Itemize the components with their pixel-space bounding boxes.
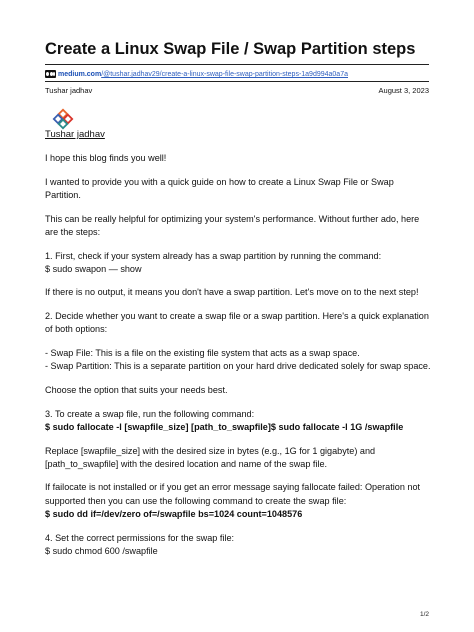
article-body (45, 152, 431, 568)
fallback-text: If failocate is not installed or if you get an error message saying fallocate failed: Operation not supported then you can use the following command to create the swap file: (45, 482, 421, 506)
paragraph-intro: I wanted to provide you with a quick guide on how to create a Linux Swap File or Swap Partition. (45, 176, 394, 200)
meta-date: August 3, 2023 (378, 86, 429, 95)
step-1-text: 1. First, check if your system already has a swap partition by running the command: (45, 250, 382, 261)
option-swap-partition: - Swap Partition: This is a separate partition on your hard drive dedicated solely for swap space. (45, 361, 431, 372)
paragraph-greeting: I hope this blog finds you well! (45, 153, 167, 163)
paragraph-replace: Replace [swapfile_size] with the desired size in bytes (e.g., 1G for 1 gigabyte) and [path_to_swapfile] with the desired location and name of the swap file. (45, 445, 376, 469)
meta-author: Tushar jadhav (45, 86, 93, 95)
author-profile-link[interactable]: Tushar jadhav (45, 129, 105, 140)
source-path-link[interactable]: /@tushar.jadhav29/create-a-linux-swap-file-swap-partition-steps-1a9d994a0a7a (101, 71, 348, 78)
paragraph-choose: Choose the option that suits your needs best. (45, 384, 228, 395)
source-url-row (45, 70, 348, 80)
option-swap-file: - Swap File: This is a file on the existing file system that acts as a swap space. (45, 348, 360, 359)
dd-command: $ sudo dd if=/dev/zero of=/swapfile bs=1024 count=1048576 (45, 508, 303, 519)
paragraph-fallback (45, 481, 431, 521)
page-title: Create a Linux Swap File / Swap Partition steps (45, 40, 416, 58)
step-3-text: 3. To create a swap file, run the following command: (45, 408, 255, 419)
source-domain-link[interactable]: medium.com (58, 71, 102, 78)
title-divider (45, 64, 429, 65)
step-3 (45, 408, 431, 434)
step-4-text: 4. Set the correct permissions for the swap file: (45, 532, 235, 543)
medium-logo-icon (45, 70, 56, 78)
step-4-command: $ sudo chmod 600 /swapfile (45, 545, 158, 556)
step-2-text: 2. Decide whether you want to create a swap file or a swap partition. Here's a quick explanation of both options: (45, 311, 429, 335)
step-1 (45, 250, 431, 276)
step-4 (45, 532, 431, 558)
page-number: 1/2 (419, 611, 429, 618)
swap-options (45, 347, 431, 373)
url-divider (45, 81, 429, 82)
paragraph-purpose: This can be really helpful for optimizing your system's performance. Without further ado, here are the steps: (45, 213, 420, 237)
step-1-command: $ sudo swapon — show (45, 263, 142, 274)
step-3-command: $ sudo fallocate -l [swapfile_size] [path_to_swapfile]$ sudo fallocate -l 1G /swapfile (45, 421, 404, 432)
author-avatar (52, 108, 74, 130)
paragraph-no-output: If there is no output, it means you don't have a swap partition. Let's move on to the next step! (45, 287, 419, 298)
